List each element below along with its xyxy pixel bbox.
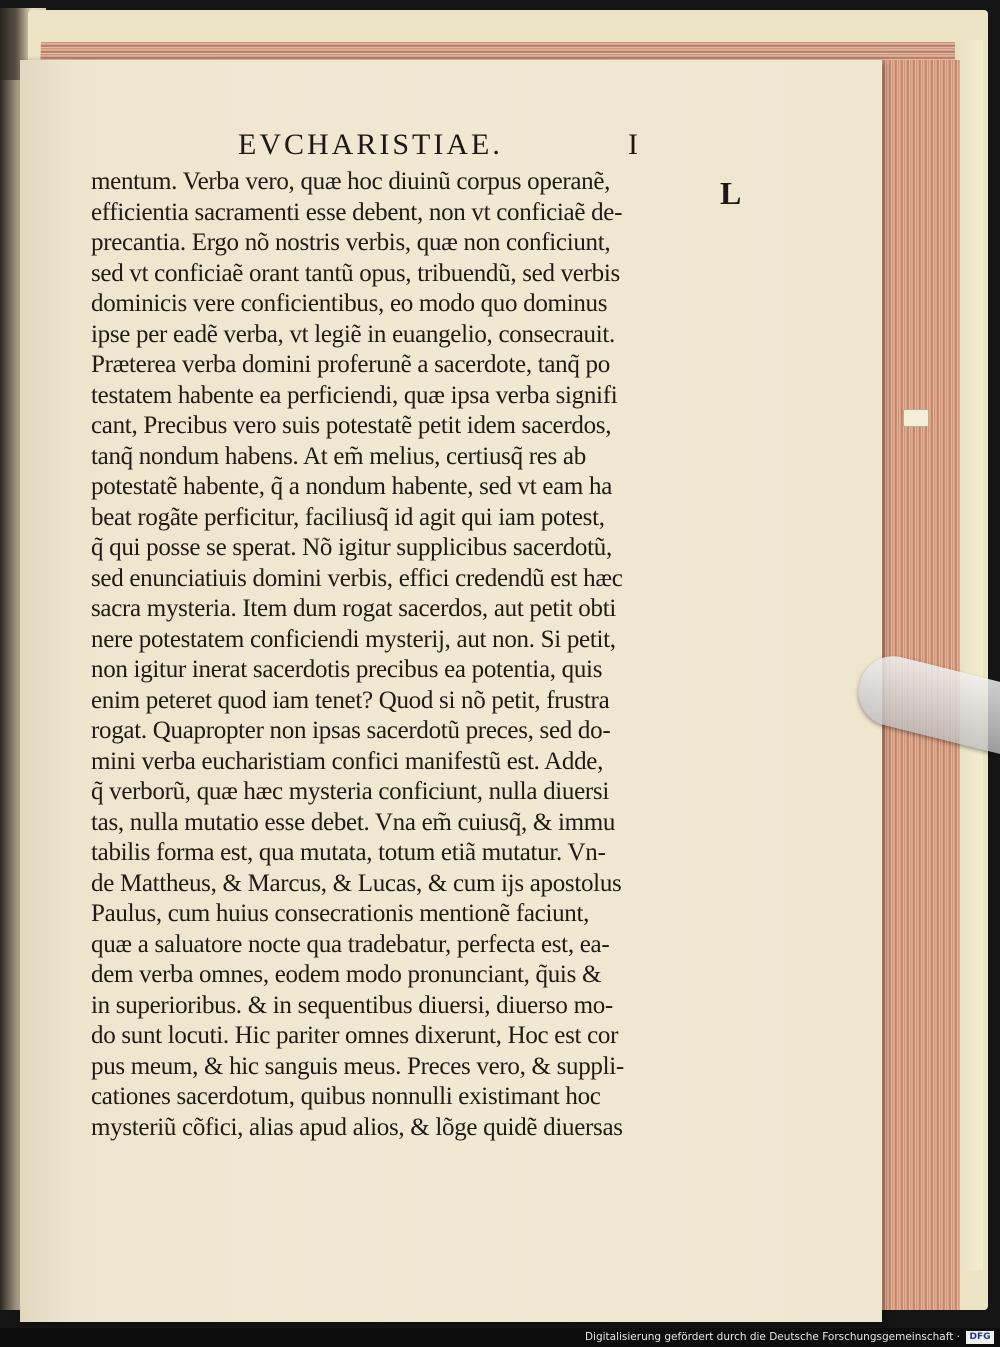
text-line: tas, nulla mutatio esse debet. Vna em̃ cuiusq̃, & immu [91, 808, 616, 836]
footer-credit: Digitalisierung gefördert durch die Deutsche Forschungsgemeinschaft · [584, 1331, 960, 1343]
text-line: cationes sacerdotum, quibus nonnulli existimant hoc [91, 1083, 601, 1110]
text-line: q̃ qui posse se sperat. Nõ igitur supplicibus sacerdotũ, [91, 534, 612, 561]
text-line: beat rogãte perficitur, faciliusq̃ id agit qui iam potest, [91, 503, 605, 531]
running-head [238, 128, 658, 168]
running-head-title: EVCHARISTIAE. [238, 128, 503, 161]
text-line: Paulus, cum huius consecrationis mentionẽ faciunt, [91, 900, 590, 927]
text-line: Præterea verba domini proferunẽ a sacerdote, tanq̃ po [91, 351, 610, 378]
text-line: pus meum, & hic sanguis meus. Preces vero, & suppli- [91, 1052, 624, 1080]
gutter-shadow [0, 80, 22, 1310]
text-line: cant, Precibus vero suis potestatẽ petit idem sacerdos, [91, 412, 612, 439]
text-line: ipse per eadẽ verba, vt legiẽ in euangelio, consecrauit. [91, 320, 615, 348]
text-line: sed vt conficiaẽ orant tantũ opus, tribuendũ, sed verbis [91, 259, 620, 287]
text-line: in superioribus. & in sequentibus diuersi, diuerso mo- [91, 991, 613, 1019]
text-line: sed enunciatiuis domini verbis, effici credendũ est hæc [91, 564, 623, 592]
text-block [91, 167, 706, 1143]
text-line: sacra mysteria. Item dum rogat sacerdos, aut petit obti [91, 595, 616, 622]
text-line: rogat. Quapropter non ipsas sacerdotũ preces, sed do- [91, 717, 611, 744]
text-line: non igitur inerat sacerdotis precibus ea potentia, quis [91, 656, 603, 683]
footer-bar [0, 1328, 1000, 1347]
text-line: efficientia sacramenti esse debent, non vt conficiaẽ de- [91, 198, 623, 226]
text-line: do sunt locuti. Hic pariter omnes dixerunt, Hoc est cor [91, 1022, 619, 1049]
signature-mark: L [720, 175, 742, 211]
text-line: mentum. Verba vero, quæ hoc diuinũ corpus operanẽ, [91, 168, 611, 195]
text-line: tanq̃ nondum habens. At em̃ melius, certiusq̃ res ab [91, 442, 586, 470]
text-line: quæ a saluatore nocte qua tradebatur, perfecta est, ea- [91, 930, 610, 958]
text-line: de Mattheus, & Marcus, & Lucas, & cum ijs apostolus [91, 869, 622, 897]
text-line: mini verba eucharistiam confici manifestũ est. Adde, [91, 747, 604, 775]
dfg-logo: DFG [966, 1331, 994, 1344]
text-line: testatem habente ea perficiendi, quæ ipsa verba signifi [91, 381, 618, 409]
text-line: tabilis forma est, qua mutata, totum etiã mutatur. Vn- [91, 839, 606, 866]
text-line: mysteriũ cõfici, alias apud alios, & lõge quidẽ diuersas [91, 1113, 623, 1141]
text-line: dominicis vere conficientibus, eo modo quo dominus [91, 290, 608, 317]
bookmark-ribbon [903, 409, 929, 427]
text-line: nere potestatem conficiendi mysterij, aut non. Si petit, [91, 625, 616, 653]
folio-number: I [628, 128, 641, 161]
text-line: potestatẽ habente, q̃ a nondum habente, sed vt eam ha [91, 473, 613, 500]
text-line: precantia. Ergo nõ nostris verbis, quæ non conficiunt, [91, 229, 611, 256]
text-line: enim peteret quod iam tenet? Quod si nõ petit, frustra [91, 686, 610, 714]
text-line: q̃ verborũ, quæ hæc mysteria conficiunt, nulla diuersi [91, 778, 610, 805]
text-line: dem verba omnes, eodem modo pronunciant, q̃uis & [91, 961, 602, 988]
